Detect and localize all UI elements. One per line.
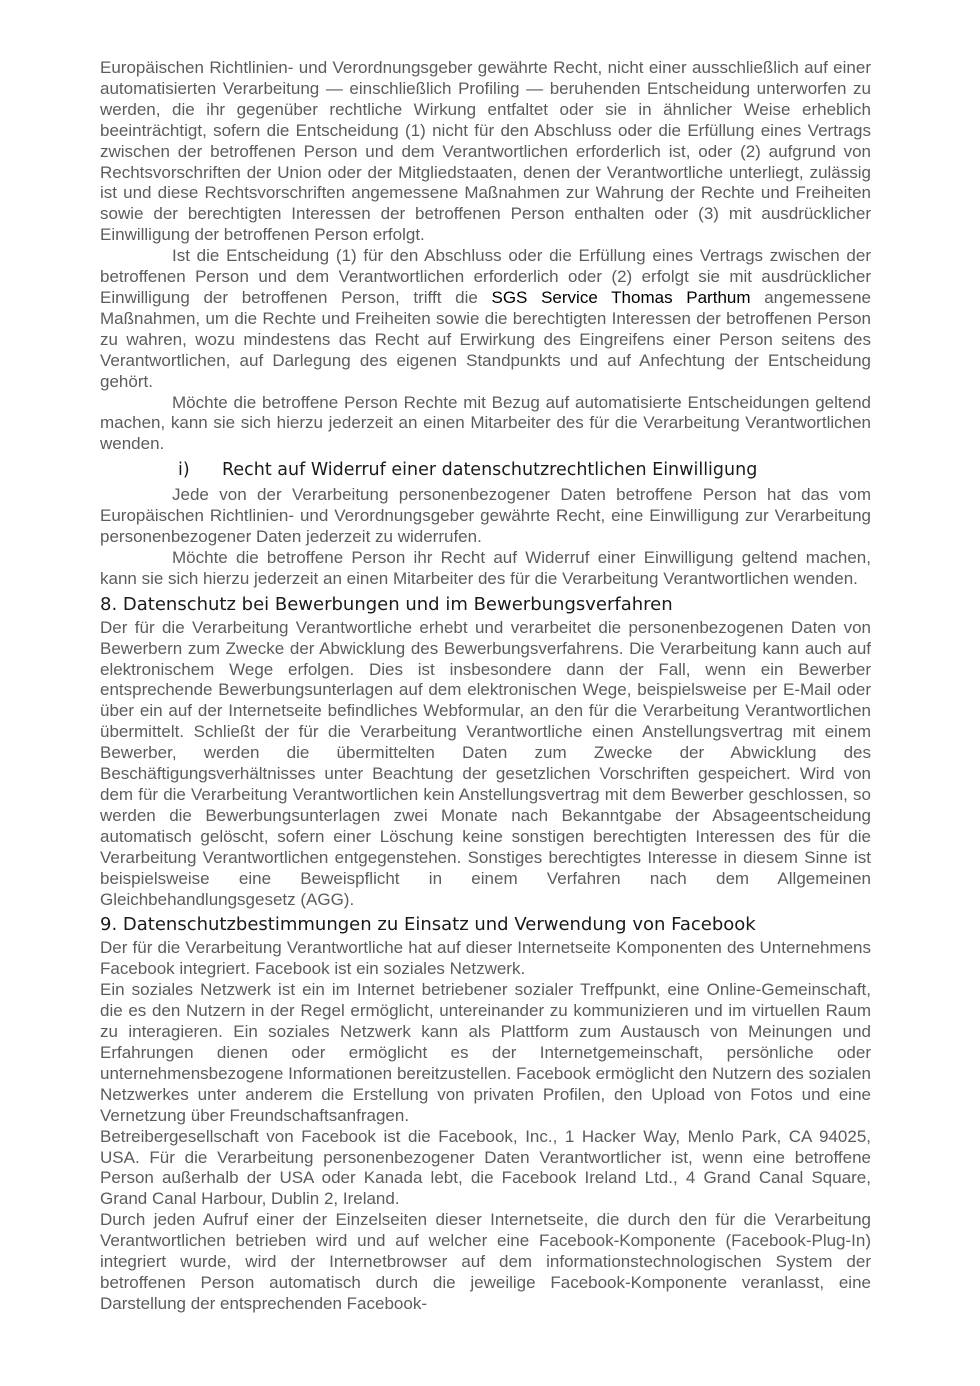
paragraph-automated-decision-right: Europäischen Richtlinien- und Verordnungsgeber gewährte Recht, nicht einer ausschließlich auf einer automatisierten Verarbeitung — einschließlich Profiling — beruhenden Entscheidung unterworfen zu werden, die ihr gegenüber rechtliche Wirkung entfaltet oder sie in ähnlicher Weise erheblich beeinträchtigt, sofern die Entscheidung (1) nicht für den Abschluss oder die Erfüllung eines Vertrags zwischen der betroffenen Person und dem Verantwortlichen erforderlich ist, oder (2) aufgrund von Rechtsvorschriften der Union oder der Mitgliedstaaten, denen der Verantwortliche unterliegt, zulässig ist und diese Rechtsvorschriften angemessene Maßnahmen zur Wahrung der Rechte und Freiheiten sowie der berechtigten Interessen der betroffenen Person enthalten oder (3) mit ausdrücklicher Einwilligung der betroffenen Person erfolgt.: [100, 58, 871, 245]
paragraph-text: angemessene Maßnahmen, um die Rechte und Freiheiten sowie die berechtigten Interessen der betroffenen Person zu wahren, wozu mindestens das Recht auf Erwirkung des Eingreifens einer Person seitens des Verantwortlichen, auf Darlegung des eigenen Standpunkts und auf Anfechtung der Entscheidung gehört.: [100, 287, 872, 391]
paragraph-applications: Der für die Verarbeitung Verantwortliche erhebt und verarbeitet die personenbezogenen Daten von Bewerbern zum Zwecke der Abwicklung des Bewerbungsverfahrens. Die Verarbeitung kann auch auf elektronischem Wege erfolgen. Dies ist insbesondere dann der Fall, wenn ein Bewerber entsprechende Bewerbungsunterlagen auf dem elektronischen Wege, beispielsweise per E-Mail oder über ein auf der Internetseite befindliches Webformular, an den für die Verarbeitung Verantwortlichen übermittelt. Schließt der für die Verarbeitung Verantwortliche einen Anstellungsvertrag mit einem Bewerber, werden die übermittelten Daten zum Zwecke der Abwicklung des Beschäftigungsverhältnisses unter Beachtung der gesetzlichen Vorschriften gespeichert. Wird von dem für die Verarbeitung Verantwortlichen kein Anstellungsvertrag mit dem Bewerber geschlossen, so werden die Bewerbungsunterlagen zwei Monate nach Bekanntgabe der Absageentscheidung automatisch gelöscht, sofern einer Löschung keine sonstigen berechtigten Interessen des für die Verarbeitung Verantwortlichen entgegenstehen. Sonstiges berechtigtes Interesse in diesem Sinne ist beispielsweise eine Beweispflicht in einem Verfahren nach dem Allgemeinen Gleichbehandlungsgesetz (AGG).: [100, 617, 871, 909]
paragraph-social-network: Ein soziales Netzwerk ist ein im Internet betriebener sozialer Treffpunkt, eine Online-Gemeinschaft, die es den Nutzern in der Regel ermöglicht, untereinander zu kommunizieren und im virtuellen Raum zu interagieren. Ein soziales Netzwerk kann als Plattform zum Austausch von Meinungen und Erfahrungen dienen oder ermöglicht es der Internetgemeinschaft, persönliche oder unternehmensbezogene Informationen bereitzustellen. Facebook ermöglicht den Nutzern des sozialen Netzwerkes unter anderem die Erstellung von privaten Profilen, den Upload von Fotos und eine Vernetzung über Freundschaftsanfragen.: [100, 980, 871, 1125]
paragraph-facebook-intro: Der für die Verarbeitung Verantwortliche hat auf dieser Internetseite Komponenten des Unternehmens Facebook integriert. Facebook ist ein soziales Netzwerk.: [100, 938, 871, 979]
paragraph-text: Ist die Entscheidung (1) für den Abschluss oder die Erfüllung eines Vertrags zwischen der betroffenen Person und dem Verantwortlichen erforderlich oder (2) erfolgt sie mit ausdrücklicher Einwilligung der betroffenen Person, trifft die: [100, 246, 871, 307]
paragraph-revocation-right: Jede von der Verarbeitung personenbezogener Daten betroffene Person hat das vom Europäischen Richtlinien- und Verordnungsgeber gewährte Recht, eine Einwilligung zur Verarbeitung personenbezogener Daten jederzeit zu widerrufen.: [100, 485, 871, 547]
section-heading-9: 9. Datenschutzbestimmungen zu Einsatz und Verwendung von Facebook: [100, 914, 756, 936]
subsection-heading: [100, 458, 871, 482]
paragraph-contact-employee: Möchte die betroffene Person Rechte mit Bezug auf automatisierte Entscheidungen geltend machen, kann sie sich hierzu jederzeit an einen Mitarbeiter des für die Verarbeitung Verantwortlichen wenden.: [100, 392, 871, 454]
paragraph-facebook-plugin: Durch jeden Aufruf einer der Einzelseiten dieser Internetseite, die durch den für die Verarbeitung Verantwortlichen betrieben wird und auf welcher eine Facebook-Komponente (Facebook-Plug-In) integriert wurde, wird der Internetbrowser auf dem informationstechnologischen System der betroffenen Person automatisch durch die jeweilige Facebook-Komponente veranlasst, eine Darstellung der entsprechenden Facebook-: [100, 1210, 871, 1313]
company-name: SGS Service Thomas Parthum: [491, 287, 751, 307]
subsection-letter: i): [178, 460, 190, 481]
paragraph-decision-safeguards: [100, 246, 871, 392]
section-heading-8: 8. Datenschutz bei Bewerbungen und im Bewerbungsverfahren: [100, 593, 673, 615]
paragraph-facebook-operator: Betreibergesellschaft von Facebook ist die Facebook, Inc., 1 Hacker Way, Menlo Park, CA 94025, USA. Für die Verarbeitung personenbezogener Daten Verantwortlicher ist, wenn eine betroffene Person außerhalb der USA oder Kanada lebt, die Facebook Ireland Ltd., 4 Grand Canal Square, Grand Canal Harbour, Dublin 2, Ireland.: [100, 1126, 871, 1209]
paragraph-revocation-contact: Möchte die betroffene Person ihr Recht auf Widerruf einer Einwilligung geltend machen, kann sie sich hierzu jederzeit an einen Mitarbeiter des für die Verarbeitung Verantwortlichen wenden.: [100, 547, 871, 588]
subsection-title: Recht auf Widerruf einer datenschutzrechtlichen Einwilligung: [222, 460, 758, 481]
